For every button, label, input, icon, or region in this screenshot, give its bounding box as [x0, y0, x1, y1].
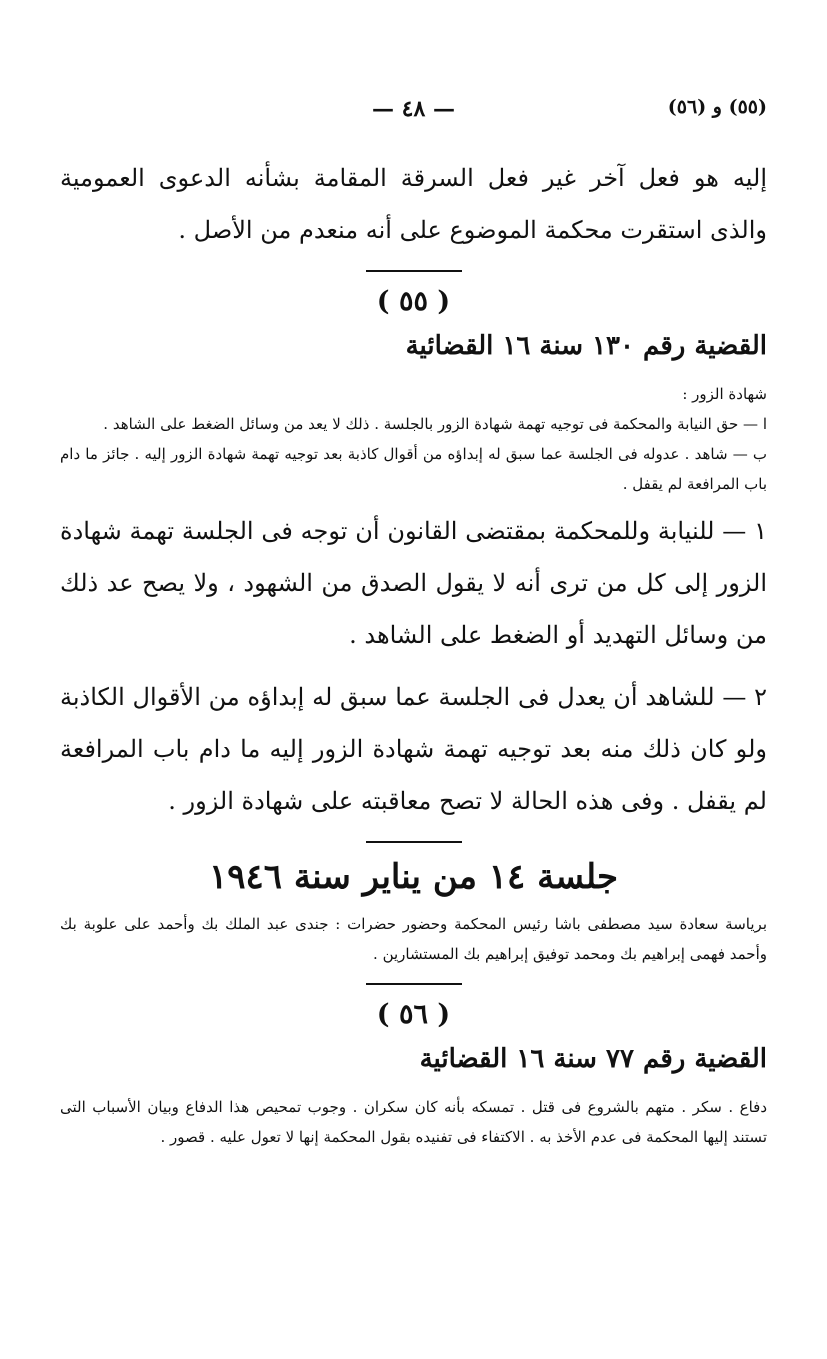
case-56-summary: دفاع . سكر . متهم بالشروع فى قتل . تمسكه بأنه كان سكران . وجوب تمحيص هذا الدفاع وبيان الأسباب التى تستند إليها المحكمة فى عدم الأخذ به . الاكتفاء فى تفنيده بقول المحكمة إنها لا تعول عليه . قصور . [60, 1098, 767, 1146]
case-55-number: ( ٥٥ ) [376, 286, 451, 317]
section-divider [366, 841, 462, 843]
case-55-summary [60, 379, 767, 499]
summary-point-a: ا — حق النيابة والمحكمة فى توجيه تهمة شهادة الزور بالجلسة . ذلك لا يعد من وسائل الضغط على الشاهد . [103, 415, 767, 433]
session-presidency: برياسة سعادة سيد مصطفى باشا رئيس المحكمة وحضور حضرات : جندى عبد الملك بك وأحمد على علوبة بك وأحمد فهمى إبراهيم بك ومحمد توفيق إبراهيم بك المستشارين . [60, 915, 767, 963]
intro-paragraph: إليه هو فعل آخر غير فعل السرقة المقامة بشأنه الدعوى العمومية والذى استقرت محكمة الموضوع على أنه منعدم من الأصل . [60, 164, 767, 244]
session-title: جلسة ١٤ من يناير سنة ١٩٤٦ [209, 857, 618, 897]
case-56-number: ( ٥٦ ) [376, 999, 451, 1030]
ruling-paragraph-1: ١ — للنيابة وللمحكمة بمقتضى القانون أن توجه فى الجلسة تهمة شهادة الزور إلى كل من ترى أنه لا يقول الصدق من الشهود ، ولا يصح عد ذلك من وسائل التهديد أو الضغط على الشاهد . [60, 517, 768, 649]
summary-point-b: ب — شاهد . عدوله فى الجلسة عما سبق له إبداؤه من أقوال كاذبة بعد توجيه تهمة شهادة الزور إليه . جائز ما دام باب المرافعة لم يقفل . [60, 445, 767, 493]
case-55-title: القضية رقم ١٣٠ سنة ١٦ القضائية [405, 331, 767, 361]
summary-heading: شهادة الزور : [682, 385, 767, 403]
page-number: — ٤٨ — [372, 96, 455, 122]
section-divider [366, 983, 462, 985]
case-references: (٥٥) و (٥٦) [667, 96, 767, 118]
case-56-title: القضية رقم ٧٧ سنة ١٦ القضائية [419, 1044, 767, 1074]
section-divider [366, 270, 462, 272]
page-header [60, 0, 767, 122]
ruling-paragraph-2: ٢ — للشاهد أن يعدل فى الجلسة عما سبق له إبداؤه من الأقوال الكاذبة ولو كان ذلك منه بعد توجيه تهمة شهادة الزور إليه ما دام باب المرافعة لم يقفل . وفى هذه الحالة لا تصح معاقبته على شهادة الزور . [60, 683, 767, 815]
